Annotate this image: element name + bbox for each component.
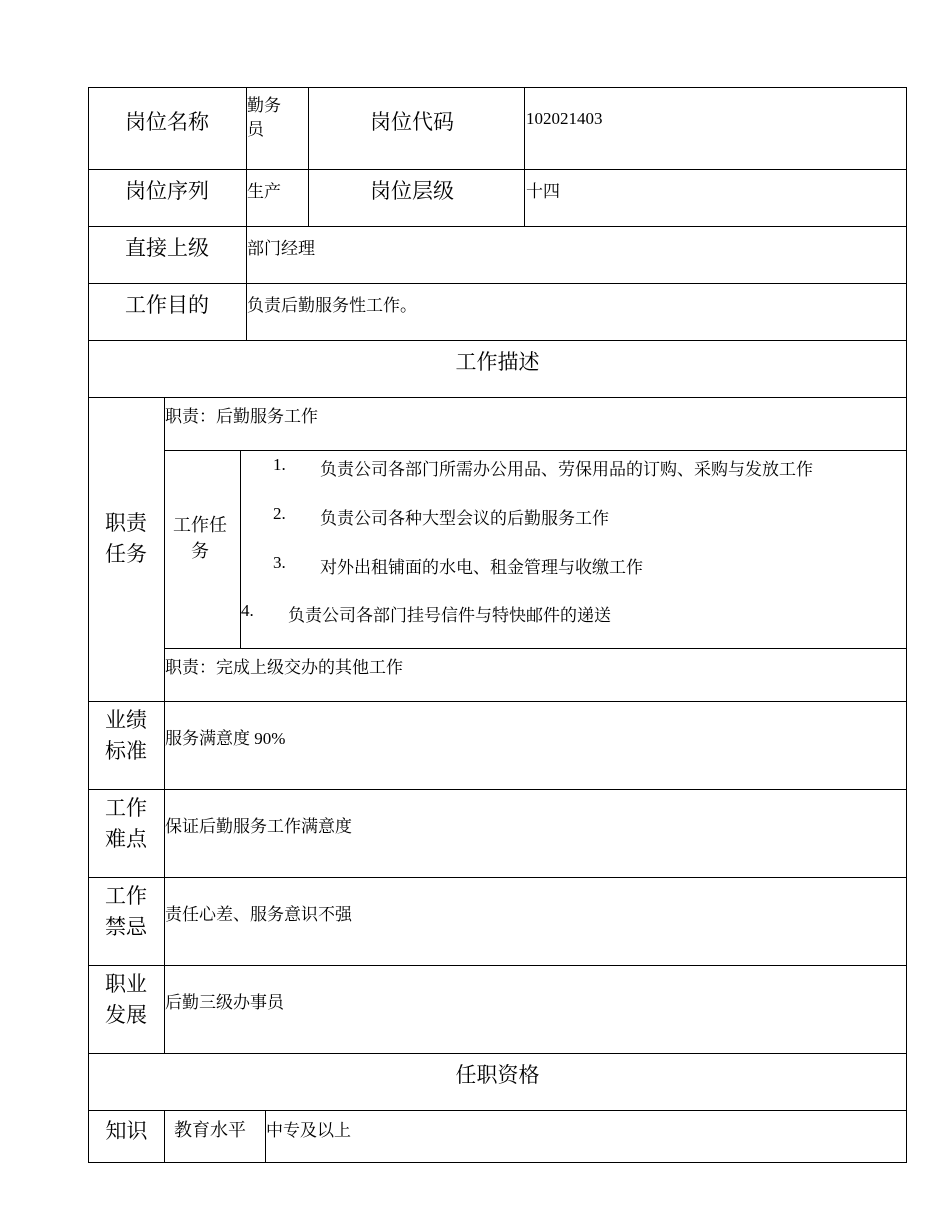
taboo-label: 工作禁忌 bbox=[105, 884, 147, 939]
purpose-label: 工作目的 bbox=[125, 293, 209, 317]
education-value: 中专及以上 bbox=[266, 1121, 351, 1140]
post-name-label: 岗位名称 bbox=[125, 110, 209, 134]
post-code-label: 岗位代码 bbox=[370, 110, 454, 134]
post-sequence-label: 岗位序列 bbox=[125, 179, 209, 203]
post-sequence-value: 生产 bbox=[247, 182, 281, 201]
superior-value: 部门经理 bbox=[247, 239, 315, 258]
career-label: 职业发展 bbox=[105, 972, 147, 1027]
post-level-value-cell bbox=[524, 169, 907, 227]
superior-label: 直接上级 bbox=[125, 236, 209, 260]
post-level-value: 十四 bbox=[526, 182, 560, 201]
task-text: 负责公司各部门挂号信件与特快邮件的递送 bbox=[288, 606, 611, 625]
task-text: 负责公司各种大型会议的后勤服务工作 bbox=[320, 509, 609, 528]
education-value-cell bbox=[265, 1110, 907, 1163]
difficulty-value: 保证后勤服务工作满意度 bbox=[165, 817, 352, 836]
post-level-label: 岗位层级 bbox=[370, 179, 454, 203]
duty1-text: 职责：后勤服务工作 bbox=[165, 407, 318, 426]
task-number: 2. bbox=[273, 504, 286, 523]
duty2-text: 职责：完成上级交办的其他工作 bbox=[165, 658, 403, 677]
post-code-value: 102021403 bbox=[526, 109, 603, 128]
duties-label: 职责任务 bbox=[105, 511, 147, 566]
superior-value-cell bbox=[246, 226, 907, 284]
post-name-value: 勤务员 bbox=[247, 96, 281, 139]
knowledge-label: 知识 bbox=[105, 1119, 148, 1143]
career-value: 后勤三级办事员 bbox=[165, 993, 284, 1012]
taboo-value: 责任心差、服务意识不强 bbox=[165, 905, 352, 924]
task-number: 3. bbox=[273, 553, 286, 572]
tasks-label: 工作任务 bbox=[173, 515, 227, 561]
performance-label: 业绩标准 bbox=[105, 708, 147, 763]
purpose-value: 负责后勤服务性工作。 bbox=[247, 296, 417, 315]
performance-value: 服务满意度 90% bbox=[165, 729, 286, 748]
qualification-header: 任职资格 bbox=[455, 1063, 540, 1087]
task-number: 1. bbox=[273, 455, 286, 474]
task-text: 负责公司各部门所需办公用品、劳保用品的订购、采购与发放工作 bbox=[320, 460, 813, 479]
education-label: 教育水平 bbox=[174, 1120, 246, 1140]
task-text: 对外出租铺面的水电、租金管理与收缴工作 bbox=[320, 558, 643, 577]
work-description-header: 工作描述 bbox=[455, 350, 540, 374]
difficulty-label: 工作难点 bbox=[105, 796, 147, 851]
task-number: 4. bbox=[241, 601, 254, 620]
